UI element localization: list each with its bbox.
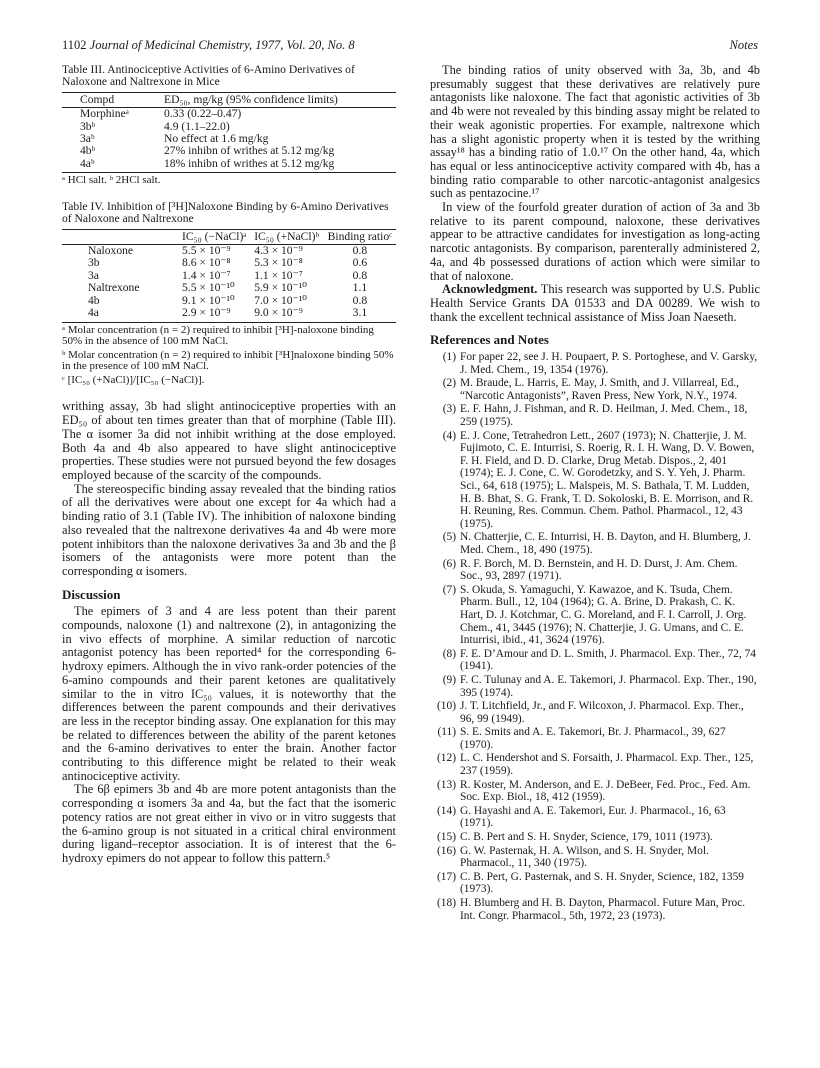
references-heading: References and Notes	[430, 332, 549, 348]
table-cell: 8.6 × 10⁻⁸	[182, 256, 231, 270]
reference-item	[430, 779, 760, 804]
reference-item	[430, 897, 760, 922]
reference-text: R. Koster, M. Anderson, and E. J. DeBeer, Fed. Proc., Fed. Am. Soc. Exp. Biol., 18, 412 (1959).	[460, 778, 751, 804]
reference-item	[430, 845, 760, 870]
table-cell: 4.9 (1.1–22.0)	[164, 119, 230, 133]
reference-item	[430, 805, 760, 830]
reference-text: For paper 22, see J. H. Poupaert, P. S. Portoghese, and V. Garsky, J. Med. Chem., 19, 1354 (1976).	[460, 351, 758, 376]
reference-text: C. B. Pert, G. Pasternak, and S. H. Snyder, Science, 182, 1359 (1973).	[460, 870, 744, 896]
acknowledgment-heading: Acknowledgment.	[442, 282, 538, 297]
table-cell: 3a	[88, 268, 99, 282]
results-paragraph-1: writhing assay, 3b had slight antinociceptive properties with an ED₅₀ of about ten times greater than that of morphine (Table III). The α isomer 3a did not inhibit writhing at the dose employed. Both 4a and 4b also appeared to have slight antinociceptive properties. These studies were not pursued beyond the few dosages employed because of the scarcity of the compounds.	[62, 399, 396, 482]
table-cell: 4.3 × 10⁻⁹	[254, 244, 303, 258]
column-header	[62, 229, 179, 244]
reference-number: (10)	[437, 700, 456, 713]
column-header: IC₅₀ (−NaCl)ᵃ	[179, 229, 251, 244]
reference-text: F. C. Tulunay and A. E. Takemori, J. Pharmacol. Exp. Ther., 190, 395 (1974).	[460, 673, 757, 699]
table-cell: Morphineᵃ	[80, 107, 129, 121]
table-cell: 0.6	[352, 256, 368, 270]
reference-item	[430, 752, 760, 777]
reference-item	[430, 531, 760, 556]
right-column	[430, 64, 760, 923]
journal-citation: Journal of Medicinal Chemistry, 1977, Vol. 20, No. 8	[89, 38, 355, 52]
table-4-caption: Table IV. Inhibition of [³H]Naloxone Binding by 6-Amino Derivatives of Naloxone and Naltrexone	[62, 199, 389, 226]
reference-item	[430, 831, 760, 844]
reference-text: M. Braude, L. Harris, E. May, J. Smith, and J. Villarreal, Ed., “Narcotic Antagonists”, Raven Press, New York, N.Y., 1974.	[460, 377, 739, 402]
reference-number: (16)	[437, 844, 456, 857]
reference-item	[430, 648, 760, 673]
page-number: 1102	[62, 38, 87, 52]
reference-text: S. E. Smits and A. E. Takemori, Br. J. Pharmacol., 39, 627 (1970).	[460, 726, 726, 751]
reference-number: (1)	[442, 351, 456, 364]
table-4-footnote-c: ᶜ [IC₅₀ (+NaCl)]/[IC₅₀ (−NaCl)].	[62, 373, 205, 386]
left-column	[62, 64, 396, 866]
column-header: ED₅₀, mg/kg (95% confidence limits)	[161, 92, 396, 107]
reference-text: S. Okuda, S. Yamaguchi, Y. Kawazoe, and K. Tsuda, Chem. Pharm. Bull., 12, 104 (1964); G. A. Brine, D. Prakash, C. K. Hart, D. J. Kotchmar, C. G. Moreland, and F. I. Carroll, J. Org. Chem., 41, 3445 (1976); N. Chatterjie, J. G. Umans, and C. E. Inturrisi, ibid., 41, 3624 (1976).	[460, 583, 747, 647]
reference-text: C. B. Pert and S. H. Snyder, Science, 179, 1011 (1973).	[460, 831, 713, 844]
table-cell: 4aᵇ	[62, 158, 161, 173]
table-row	[62, 307, 396, 322]
reference-item	[430, 558, 760, 583]
discussion-paragraph-1: The epimers of 3 and 4 are less potent than their parent compounds, naloxone (1) and naltrexone (2), in antagonizing the in vivo effects of morphine. A similar reduction of narcotic antagonist potency has been reported⁴ for the corresponding 6-hydroxy epimers. Although the in vivo rank-order potencies of the 6-amino compounds and their parent ketones are qualitatively similar to the in vitro IC₅₀ values, it is noteworthy that the differences between the parent compounds and their derivatives are less in the receptor binding assay. One explanation for this may be related to differences between the ability of the parent ketones and the 6-amino derivatives to enter the brain. Another factor contributing to this difference might be related to their weak antinociceptive activity.	[62, 604, 396, 783]
reference-text: L. C. Hendershot and S. Forsaith, J. Pharmacol. Exp. Ther., 125, 237 (1959).	[460, 752, 754, 778]
table-cell: No effect at 1.6 mg/kg	[164, 132, 269, 146]
reference-number: (9)	[442, 673, 456, 686]
table-cell: 27% inhibn of writhes at 5.12 mg/kg	[164, 144, 335, 158]
table-cell: 5.9 × 10⁻¹⁰	[254, 281, 307, 295]
column-header: Binding ratioᶜ	[324, 229, 396, 244]
discussion-heading: Discussion	[62, 586, 121, 602]
header-left	[62, 38, 355, 53]
table-cell: 9.1 × 10⁻¹⁰	[182, 293, 235, 307]
table-4	[62, 201, 396, 387]
table-cell: 5.5 × 10⁻¹⁰	[182, 281, 235, 295]
reference-text: E. F. Hahn, J. Fishman, and R. D. Heilman, J. Med. Chem., 18, 259 (1975).	[460, 403, 748, 429]
table-cell: 1.1 × 10⁻⁷	[254, 268, 303, 282]
discussion-paragraph-4: In view of the fourfold greater duration of action of 3a and 3b relative to its parent compound, naloxone, these derivatives appear to be attractive candidates for investigation as long-acting narcotic antagonists. By comparison, parenterally administered 2, 4a, and 4b possessed durations of action which were similar to that of naloxone.	[430, 200, 760, 283]
reference-number: (12)	[437, 752, 456, 765]
reference-item	[430, 377, 760, 402]
table-cell: 0.33 (0.22–0.47)	[164, 107, 242, 121]
table-3-caption: Table III. Antinociceptive Activities of 6-Amino Derivatives of Naloxone and Naltrexone in Mice	[62, 63, 355, 89]
reference-number: (7)	[442, 583, 456, 596]
table-cell: 3aᵇ	[80, 132, 95, 146]
table-3	[62, 64, 396, 187]
column-header: IC₅₀ (+NaCl)ᵇ	[251, 229, 324, 244]
reference-number: (17)	[437, 870, 456, 883]
table-row	[62, 108, 396, 121]
reference-list	[430, 351, 760, 922]
discussion-paragraph-2: The 6β epimers 3b and 4b are more potent antagonists than the corresponding α isomers 3a and 4a, but the fact that the isomeric potency ratios are not great either in vivo or in vitro suggests that the 6-amino group is not situated in a critical chiral environment during ligand–receptor association. It is of interest that the 6-hydroxy epimers do not appear to follow this pattern.⁵	[62, 782, 396, 865]
table-header-row	[62, 92, 396, 107]
reference-item	[430, 403, 760, 428]
reference-text: E. J. Cone, Tetrahedron Lett., 2607 (1973); N. Chatterjie, J. M. Fujimoto, C. E. Inturrisi, S. Roerig, R. I. H. Wang, D. V. Bowen, F. H. Field, and D. D. Clarke, Drug Metab. Dispos., 2, 401 (1974); E. J. Cone, C. W. Gorodetzky, and S. Y. Yeh, J. Pharm. Sci., 64, 618 (1975); L. Malspeis, M. S. Bathala, T. M. Ludden, H. B. Bhat, S. G. Frank, T. D. Sokoloski, B. E. Morrison, and R. H. Reuning, Res. Commun. Chem. Pathol. Pharmacol., 12, 43 (1975).	[460, 429, 755, 530]
table-cell: 9.0 × 10⁻⁹	[251, 307, 324, 322]
acknowledgment	[430, 283, 760, 324]
running-header	[62, 38, 758, 54]
table-row	[62, 282, 396, 294]
table-cell: 1.1	[352, 281, 368, 295]
reference-number: (11)	[437, 726, 456, 739]
reference-number: (8)	[442, 647, 456, 660]
table-cell: 4b	[88, 293, 100, 307]
column-header: Compd	[62, 92, 161, 107]
table-3-footnote: ᵃ HCl salt. ᵇ 2HCl salt.	[62, 174, 161, 187]
reference-number: (4)	[442, 429, 456, 442]
table-cell: 0.8	[352, 268, 368, 282]
reference-item	[430, 430, 760, 531]
reference-number: (14)	[437, 804, 456, 817]
table-cell: 7.0 × 10⁻¹⁰	[254, 293, 307, 307]
table-cell: 5.3 × 10⁻⁸	[254, 256, 303, 270]
reference-number: (6)	[442, 557, 456, 570]
reference-item	[430, 726, 760, 751]
reference-text: J. T. Litchfield, Jr., and F. Wilcoxon, J. Pharmacol. Exp. Ther., 96, 99 (1949).	[460, 700, 744, 725]
table-4-footnote-b: ᵇ Molar concentration (n = 2) required to inhibit [³H]naloxone binding 50% in the presence of 100 mM NaCl.	[62, 348, 394, 373]
reference-text: G. Hayashi and A. E. Takemori, Eur. J. Pharmacol., 16, 63 (1971).	[460, 804, 726, 830]
reference-number: (15)	[437, 831, 456, 844]
discussion-paragraph-3: The binding ratios of unity observed with 3a, 3b, and 4b presumably suggest that these derivatives are relatively pure antagonists like naloxone. The fact that agonistic activities of 3b and 4b were not revealed by this binding assay might be related to their weak agonistic properties. For example, naltrexone which has a slight agonistic property when it is tested by the writhing assay¹⁸ has a binding ratio of 1.0.¹⁷ On the other hand, 4a, which has equal or less antinociceptive activity compared with 4b, has a binding ratio comparable to other narcotic-antagonist analgesics such as pentazocine.¹⁷	[430, 63, 760, 201]
table-cell: 4a	[62, 307, 179, 322]
table-4-footnote-a: ᵃ Molar concentration (n = 2) required to inhibit [³H]-naloxone binding 50% in the absence of 100 mM NaCl.	[62, 323, 374, 348]
table-cell: 4bᵇ	[80, 144, 96, 158]
table-4-grid	[62, 229, 396, 323]
reference-text: R. F. Borch, M. D. Bernstein, and H. D. Durst, J. Am. Chem. Soc., 93, 2897 (1971).	[460, 557, 738, 583]
reference-item	[430, 700, 760, 725]
reference-text: H. Blumberg and H. B. Dayton, Pharmacol. Future Man, Proc. Int. Congr. Pharmacol., 5th, 1972, 23 (1973).	[460, 897, 746, 922]
reference-number: (13)	[437, 778, 456, 791]
reference-number: (3)	[442, 403, 456, 416]
reference-text: F. E. D’Amour and D. L. Smith, J. Pharmacol. Exp. Ther., 72, 74 (1941).	[460, 647, 756, 673]
table-cell: 2.9 × 10⁻⁹	[179, 307, 251, 322]
table-cell: 0.8	[352, 244, 368, 258]
table-cell: Naloxone	[88, 244, 134, 258]
reference-item	[430, 871, 760, 896]
table-cell: 18% inhibn of writhes at 5.12 mg/kg	[161, 158, 396, 173]
table-cell: 3b	[88, 256, 100, 270]
reference-number: (5)	[442, 531, 456, 544]
table-row	[62, 145, 396, 157]
reference-text: G. W. Pasternak, H. A. Wilson, and S. H. Snyder, Mol. Pharmacol., 11, 340 (1975).	[460, 844, 709, 870]
reference-item	[430, 674, 760, 699]
reference-text: N. Chatterjie, C. E. Inturrisi, H. B. Dayton, and H. Blumberg, J. Med. Chem., 18, 490 (1975).	[460, 531, 751, 556]
section-label: Notes	[729, 38, 758, 52]
reference-number: (2)	[442, 377, 456, 390]
acknowledgment-text: This research was supported by U.S. Public Health Service Grants DA 01533 and DA 00289. We wish to thank the excellent technical assistance of Miss Joan Naeseth.	[430, 282, 760, 324]
table-cell: 0.8	[352, 293, 368, 307]
table-cell: 5.5 × 10⁻⁹	[182, 244, 231, 258]
table-cell: Naltrexone	[88, 281, 140, 295]
reference-number: (18)	[437, 897, 456, 909]
table-header-row	[62, 229, 396, 244]
table-3-grid	[62, 92, 396, 173]
table-cell: 3bᵇ	[80, 119, 96, 133]
table-cell: 3.1	[324, 307, 396, 322]
reference-item	[430, 584, 760, 647]
table-row	[62, 158, 396, 173]
reference-item	[430, 351, 760, 376]
table-row	[62, 257, 396, 269]
table-cell: 1.4 × 10⁻⁷	[182, 268, 231, 282]
results-paragraph-2: The stereospecific binding assay revealed that the binding ratios of all the derivatives were about one except for 4a which had a binding ratio of 3.1 (Table IV). The inhibition of naloxone binding also revealed that the naltrexone derivatives 4a and 4b were more potent inhibitors than the naloxone derivatives 3a and 3b and the β isomers of the antagonists were more potent than the corresponding α isomers.	[62, 481, 396, 578]
